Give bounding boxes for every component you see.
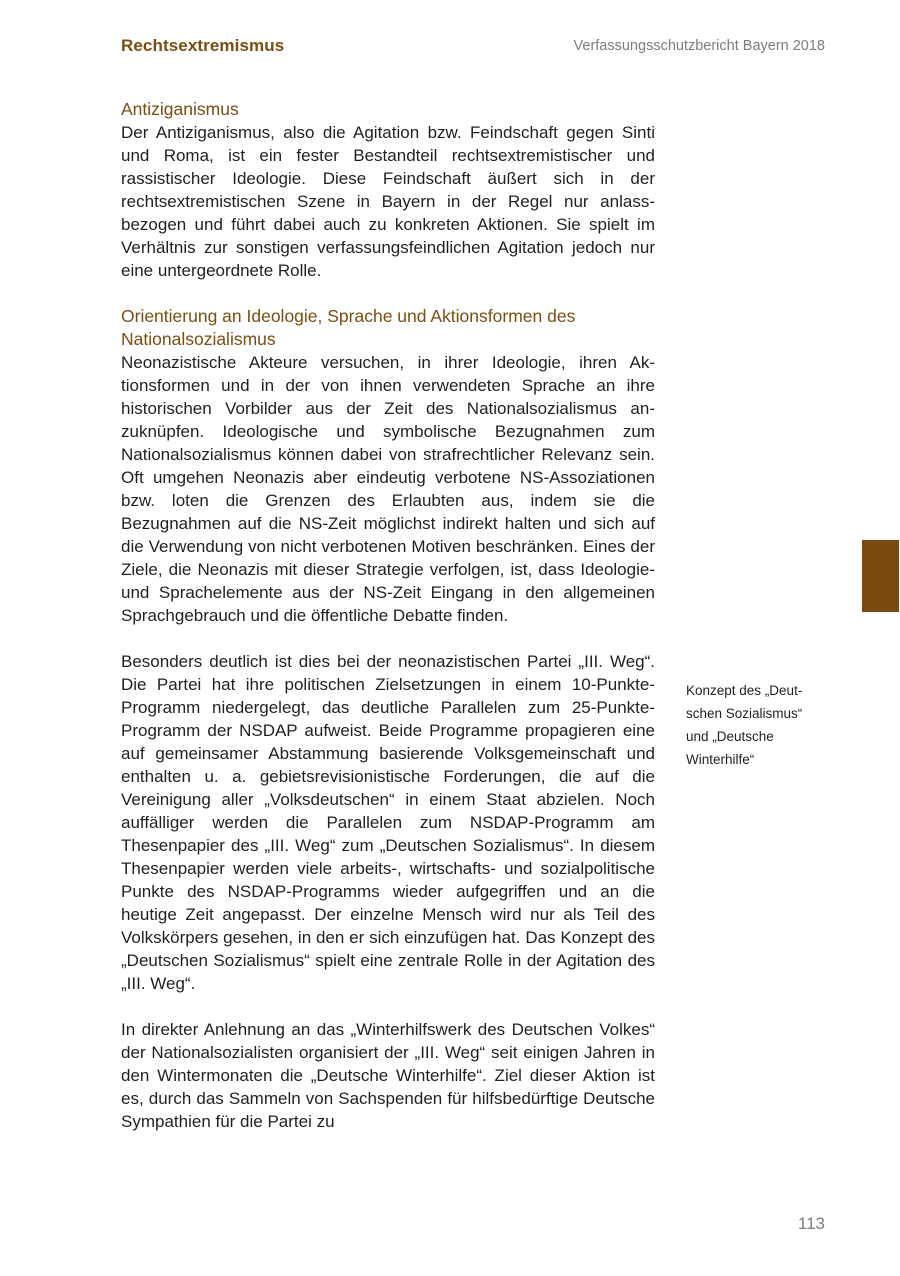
heading-antiziganismus: Antiziganismus [121,99,239,119]
paragraph-spacer [121,995,655,1018]
heading-ns-orientierung: Orientierung an Ideologie, Sprache und Aktionsformen des Nationalsozialismus [121,306,576,349]
paragraph-winterhilfe: In direkter Anlehnung an das „Winterhilfswerk des Deutschen Volkes“ der Nationalsozialisten organisiert der „III. Weg“ seit einigen Jahren in den Wintermonaten die „Deutsche Winterhilfe“. Ziel dieser Aktion ist es, durch das Sammeln von Sachspenden für hilfsbedürftige Deutsche Sympathien für die Partei zu [121,1020,655,1131]
paragraph-iii-weg-programm: Besonders deutlich ist dies bei der neonazistischen Partei „III. Weg“. Die Partei hat ihre politischen Zielsetzungen in einem 10-Punkte-Programm niedergelegt, das deutliche Parallelen zum 25-Punkte-Programm der NSDAP aufweist. Beide Programme propagieren eine auf gemeinsamer Abstammung basierende Volksgemeinschaft und enthalten u. a. gebietsrevisionistische Forderungen, die auf die Vereinigung aller „Volksdeutschen“ in einem Staat abzielen. Noch auffälliger werden die Parallelen zum NSDAP-Programm am Thesenpapier des „III. Weg“ zum „Deutschen Sozialismus“. In diesem Thesenpapier werden viele arbeits-, wirtschafts- und sozialpolitische Punkte des NSDAP-Programms wieder aufgegriffen und an die heutige Zeit angepasst. Der einzelne Mensch wird nur als Teil des Volkskörpers gesehen, in den er sich einzufügen hat. Das Konzept des „Deutschen Sozialismus“ spielt eine zentrale Rolle in der Agitation des „III. Weg“. [121,652,655,993]
paragraph-spacer [121,282,655,305]
margin-note: Konzept des „Deutschen Sozialismus“ und „Deutsche Winterhilfe“ [686,683,803,767]
chapter-thumb-tab [862,540,899,612]
main-text-column [121,98,655,1133]
running-header-report-title: Verfassungsschutzbericht Bayern 2018 [573,38,825,54]
page-number: 113 [797,1214,825,1233]
paragraph-antiziganismus: Der Antiziganismus, also die Agitation bzw. Feindschaft gegen Sinti und Roma, ist ein fester Bestandteil rechtsextremistischer und rassistischer Ideologie. Diese Feindschaft äußert sich in der rechtsextremistischen Szene in Bayern in der Regel nur anlassbezogen und führt dabei auch zu konkreten Aktionen. Sie spielt im Verhältnis zur sonstigen verfassungsfeindlichen Agitation jedoch nur eine untergeordnete Rolle. [121,123,655,280]
running-header-section: Rechtsextremismus [121,36,285,55]
paragraph-spacer [121,627,655,650]
paragraph-neonazistische-akteure: Neonazistische Akteure versuchen, in ihrer Ideologie, ihren Aktionsformen und in der von ihnen verwendeten Sprache an ihre historischen Vorbilder aus der Zeit des Nationalsozialismus anzuknüpfen. Ideologische und symbolische Bezugnahmen zum Nationalsozialismus können dabei von strafrechtlicher Relevanz sein. Oft umgehen Neonazis aber eindeutig verbotene NS-Assoziationen bzw. loten die Grenzen des Erlaubten aus, indem sie die Bezugnahmen auf die NS-Zeit möglichst indirekt halten und sich auf die Verwendung von nicht verbotenen Motiven beschränken. Eines der Ziele, die Neonazis mit dieser Strategie verfolgen, ist, dass Ideologie- und Sprachelemente aus der NS-Zeit Eingang in den allgemeinen Sprachgebrauch und die öffentliche Debatte finden. [121,353,655,625]
